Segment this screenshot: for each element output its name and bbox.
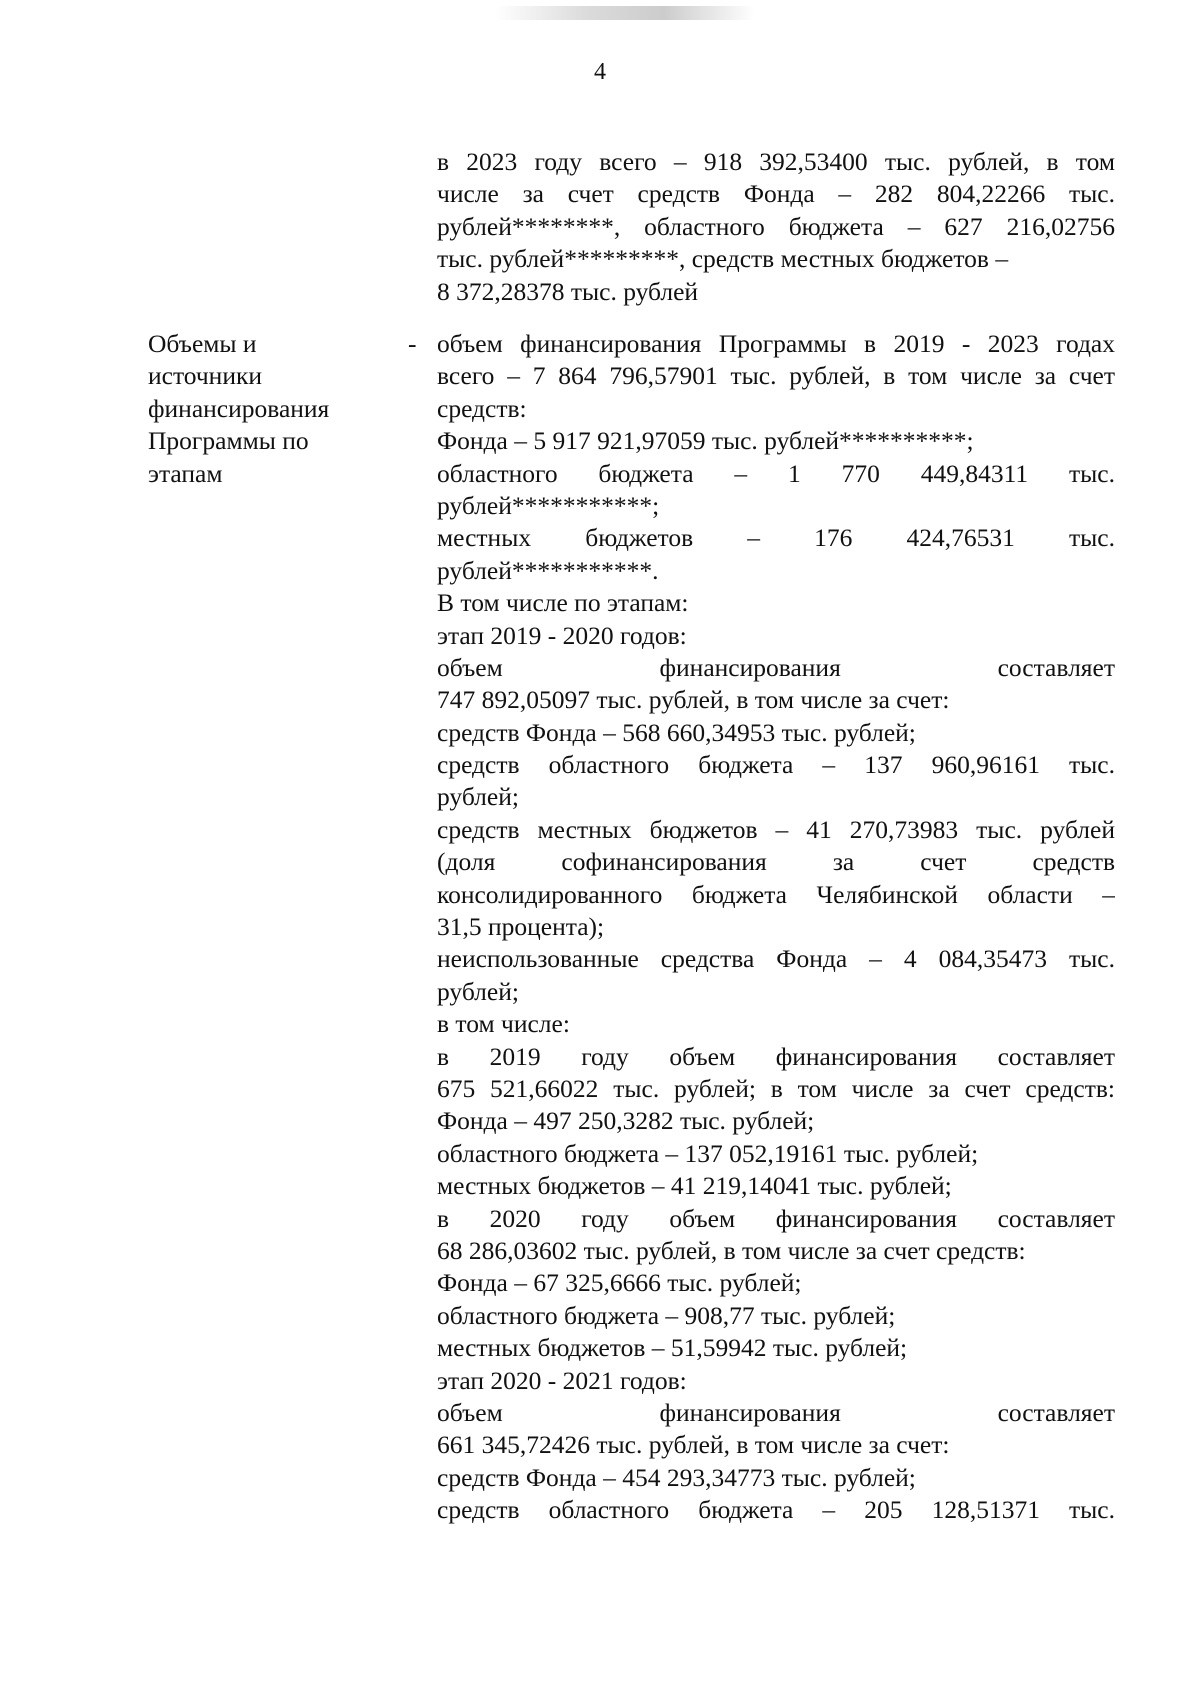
text-line: объем финансирования Программы в 2019 - 2023 годах [437,329,1115,358]
label-line: Объемы и [148,329,257,358]
label-dash: - [408,329,417,358]
label-line: источники [148,361,263,391]
financing-paragraph [437,328,1115,1526]
text-line: местных бюджетов – 41 219,14041 тыс. рублей; [437,1171,952,1201]
page-number: 4 [594,59,606,85]
text-line: областного бюджета – 1 770 449,84311 тыс. [437,458,1115,488]
text-line: консолидированного бюджета Челябинской области – [437,879,1115,909]
text-line: этап 2019 - 2020 годов: [437,620,687,650]
text-line: Фонда – 67 325,6666 тыс. рублей; [437,1268,802,1298]
text-line: рублей********, областного бюджета – 627 216,02756 [437,211,1115,241]
scan-artifact [495,6,755,20]
text-line: средств Фонда – 454 293,34773 тыс. рублей; [437,1462,916,1492]
text-line: тыс. рублей*********, средств местных бюджетов – [437,244,1009,274]
label-line: Программы по [148,426,309,456]
section-label [148,328,388,490]
text-line: этап 2020 - 2021 годов: [437,1365,687,1395]
text-line: объем финансирования составляет [437,652,1115,682]
text-line: 675 521,66022 тыс. рублей; в том числе за счет средств: [437,1073,1115,1103]
text-line: средств областного бюджета – 205 128,51371 тыс. [437,1495,1115,1525]
text-line: Фонда – 5 917 921,97059 тыс. рублей**********; [437,426,974,456]
text-line: Фонда – 497 250,3282 тыс. рублей; [437,1106,815,1136]
text-line: объем финансирования составляет [437,1397,1115,1427]
text-line: 8 372,28378 тыс. рублей [437,276,699,306]
text-line: средств местных бюджетов – 41 270,73983 тыс. рублей [437,814,1115,844]
text-line: числе за счет средств Фонда – 282 804,22266 тыс. [437,179,1115,209]
text-line: местных бюджетов – 51,59942 тыс. рублей; [437,1333,908,1363]
text-line: 747 892,05097 тыс. рублей, в том числе за счет: [437,685,950,715]
text-line: рублей***********. [437,555,659,585]
text-line: местных бюджетов – 176 424,76531 тыс. [437,523,1115,553]
text-line: в 2020 году объем финансирования составляет [437,1203,1115,1233]
text-line: (доля софинансирования за счет средств [437,847,1115,877]
text-line: областного бюджета – 137 052,19161 тыс. рублей; [437,1138,979,1168]
label-line: финансирования [148,393,330,423]
text-line: 68 286,03602 тыс. рублей, в том числе за счет средств: [437,1235,1026,1265]
text-line: средств областного бюджета – 137 960,96161 тыс. [437,750,1115,780]
text-line: рублей***********; [437,490,660,520]
text-line: областного бюджета – 908,77 тыс. рублей; [437,1300,896,1330]
label-line: этапам [148,458,223,488]
text-line: рублей; [437,782,519,812]
text-line: 661 345,72426 тыс. рублей, в том числе за счет: [437,1430,950,1460]
intro-paragraph [437,146,1115,308]
text-line: в 2019 году объем финансирования составляет [437,1041,1115,1071]
text-line: всего – 7 864 796,57901 тыс. рублей, в том числе за счет [437,361,1115,391]
text-line: в 2023 году всего – 918 392,53400 тыс. рублей, в том [437,147,1115,176]
text-line: средств Фонда – 568 660,34953 тыс. рублей; [437,717,916,747]
text-line: В том числе по этапам: [437,588,689,618]
text-line: рублей; [437,976,519,1006]
text-line: неиспользованные средства Фонда – 4 084,35473 тыс. [437,944,1115,974]
text-line: средств: [437,393,527,423]
text-line: 31,5 процента); [437,912,605,942]
text-line: в том числе: [437,1009,570,1039]
